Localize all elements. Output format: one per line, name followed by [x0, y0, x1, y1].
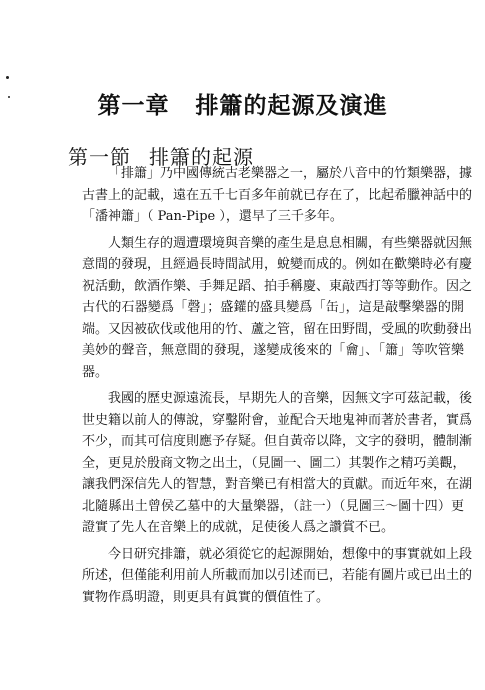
- text-line: 北隨縣出土曾侯乙墓中的大量樂器，（註一）（見圖三～圖十四）更: [82, 498, 464, 514]
- paragraph-2: [82, 233, 473, 384]
- text-line: 端。又因被砍伐或他用的竹、蘆之管，留在田野間，受風的吹動發出: [82, 321, 473, 337]
- text-line: 世史籍以前人的傳說，穿鑿附會，並配合天地鬼神而著於書者，實爲: [82, 412, 473, 428]
- text-line: 祝活動，飲酒作樂、手舞足蹈、拍手稱慶、東敲西打等等動作。因之: [82, 278, 473, 294]
- scan-speck: [6, 76, 9, 79]
- text-line: 證實了先人在音樂上的成就，足使後人爲之讚賞不已。: [82, 520, 395, 535]
- paragraph-4: [82, 544, 473, 609]
- text-line: 我國的歷史源遠流長，早期先人的音樂，因無文字可茲記載，後: [108, 391, 473, 406]
- body-text: [82, 163, 473, 608]
- chapter-title: 排簫的起源及演進: [195, 92, 388, 120]
- text-line: 所述，但僅能利用前人所載而加以引述而已，若能有圖片或已出土的: [82, 568, 473, 583]
- text-line: 古代的石器變爲「磬」；盛鑵的盛具變爲「缶」，這是敲擊樂器的開: [82, 300, 464, 315]
- text-line: 人類生存的週遭環境與音樂的產生是息息相關，有些樂器就因無: [108, 235, 473, 251]
- text-line: 「潘神簫」（ Pan-Pipe ），還早了三千多年。: [82, 209, 343, 224]
- chapter-number: 第一章: [97, 92, 170, 120]
- paragraph-3: [82, 388, 473, 539]
- text-line: 全，更見於殷商文物之出土，（見圖一、圖二）其製作之精巧美觀，: [82, 455, 466, 471]
- text-line: 「排簫」乃中國傳統古老樂器之一，屬於八音中的竹類樂器，據: [108, 166, 473, 181]
- chapter-heading: [0, 87, 485, 120]
- section-number: 第一節: [68, 144, 131, 169]
- text-line: 讓我們深信先人的智慧，對音樂已有相當大的貢獻。而近年來，在湖: [82, 477, 473, 492]
- text-line: 今日研究排簫，就必須從它的起源開始，想像中的事實就如上段: [108, 546, 473, 562]
- text-line: 不少，而其可信度則應予存疑。但自黃帝以降，文字的發明，體制漸: [82, 434, 473, 449]
- text-line: 器。: [82, 364, 109, 380]
- text-line: 實物作爲明證，則更具有眞實的價值性了。: [82, 589, 330, 605]
- text-line: 美妙的聲音，無意間的發現，遂變成後來的「龠」、「簫」等吹管樂: [82, 343, 464, 358]
- section-title: 排簫的起源: [149, 144, 254, 169]
- paragraph-1: [82, 163, 473, 228]
- text-line: 古書上的記載，遠在五千七百多年前就已存在了，比起希臘神話中的: [82, 187, 473, 203]
- text-line: 意間的發現，且經過長時間試用，蛻變而成的。例如在歡樂時必有慶: [82, 257, 473, 272]
